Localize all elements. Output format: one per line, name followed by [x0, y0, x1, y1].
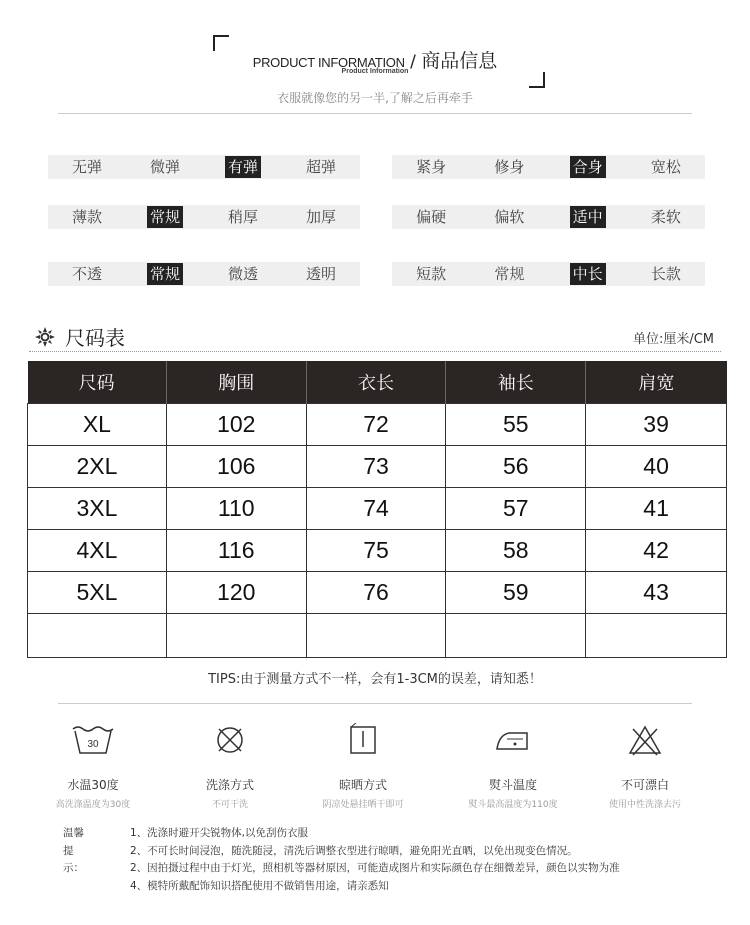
attribute-option-label: 薄款 — [71, 208, 102, 226]
size-table-row — [28, 445, 727, 487]
size-table-cell: 120 — [166, 571, 306, 613]
size-table-cell: 102 — [166, 403, 306, 445]
attribute-row-right — [392, 205, 705, 229]
note-item: 1、洗涤时避开尖锐物体,以免刮伤衣服 — [130, 827, 309, 839]
tips-text: TIPS:由于测量方式不一样，会有1-3CM的误差，请知悉！ — [208, 672, 542, 687]
size-table-cell: 106 — [166, 445, 306, 487]
header-cell-chest: 胸围 — [166, 361, 306, 403]
size-table-header-row — [28, 361, 727, 403]
attribute-option-label: 修身 — [494, 158, 525, 176]
wash-temp-mark: 30 — [87, 739, 99, 750]
no-bleach-icon — [570, 718, 720, 762]
header-title-en: PRODUCT INFORMATION — [252, 55, 405, 70]
care-title: 洗涤方式 — [205, 778, 254, 792]
size-table-cell: 41 — [586, 487, 727, 529]
attribute-option-label: 无弹 — [71, 158, 102, 176]
unit-label: 单位:厘米/CM — [632, 332, 714, 347]
attribute-option — [204, 205, 282, 229]
size-table-cell: 110 — [166, 487, 306, 529]
size-table-cell: 4XL — [28, 529, 167, 571]
attribute-option-selected — [549, 155, 627, 179]
attribute-option-label: 不透 — [71, 265, 102, 283]
size-table-cell: 42 — [586, 529, 727, 571]
attribute-option-label: 中长 — [570, 263, 606, 285]
header-cell-size: 尺码 — [28, 361, 167, 403]
attribute-option-label: 长款 — [650, 265, 681, 283]
size-table-cell: 57 — [446, 487, 586, 529]
attribute-option — [627, 155, 705, 179]
size-chart-heading — [35, 322, 125, 351]
size-table-cell: 43 — [586, 571, 727, 613]
attribute-option-label: 常规 — [494, 265, 525, 283]
attribute-option — [627, 205, 705, 229]
divider — [58, 113, 692, 114]
size-table-row — [28, 529, 727, 571]
size-table-cell: 2XL — [28, 445, 167, 487]
attribute-option — [392, 262, 470, 286]
care-subtitle: 阴凉处悬挂晒干即可 — [322, 800, 404, 810]
iron-icon — [438, 718, 588, 762]
note-item: 2、不可长时间浸泡，随洗随浸，清洗后调整衣型进行晾晒，避免阳光直晒，以免出现变色情况。 — [130, 844, 578, 857]
attribute-option — [470, 155, 548, 179]
care-subtitle: 高洗涤温度为30度 — [55, 800, 131, 810]
attribute-option — [48, 262, 126, 286]
size-table-cell — [306, 613, 446, 657]
attribute-option-label: 常规 — [147, 206, 183, 228]
size-table-cell: 56 — [446, 445, 586, 487]
notes-label: 温馨提示： — [63, 827, 84, 874]
size-table-cell: XL — [28, 403, 167, 445]
attribute-option-label: 紧身 — [416, 158, 447, 176]
attribute-option-label: 偏软 — [494, 208, 525, 226]
size-table — [27, 361, 727, 658]
size-table-row — [28, 613, 727, 657]
note-item: 2、因拍摄过程中由于灯光，照相机等器材原因，可能造成图片和实际颜色存在细微差异，颜色以实物为准 — [130, 862, 620, 874]
attribute-row-left — [48, 155, 360, 179]
care-item-wash-temp — [18, 718, 168, 810]
size-table-cell: 73 — [306, 445, 446, 487]
attribute-option — [470, 205, 548, 229]
attribute-option-label: 透明 — [305, 265, 336, 283]
divider — [58, 703, 692, 704]
sun-icon — [35, 327, 55, 347]
header-cell-length: 衣长 — [306, 361, 446, 403]
attribute-option-label: 偏硬 — [416, 208, 447, 226]
attribute-option — [627, 262, 705, 286]
attribute-option — [126, 155, 204, 179]
attribute-option-selected — [126, 262, 204, 286]
care-item-bleach — [570, 718, 720, 810]
attribute-option-label: 常规 — [147, 263, 183, 285]
attribute-option — [392, 205, 470, 229]
attribute-option-selected — [549, 262, 627, 286]
size-table-cell: 116 — [166, 529, 306, 571]
attribute-option-label: 合身 — [570, 156, 606, 178]
care-item-wash-method — [155, 718, 305, 810]
care-item-drying — [288, 718, 438, 810]
size-table-cell: 40 — [586, 445, 727, 487]
size-table-cell: 59 — [446, 571, 586, 613]
attribute-row-right — [392, 155, 705, 179]
size-table-cell: 55 — [446, 403, 586, 445]
size-table-cell — [166, 613, 306, 657]
header-subtitle: Product Information — [341, 68, 409, 75]
attribute-option — [470, 262, 548, 286]
note-item: 4、模特所戴配饰知识搭配使用不做销售用途，请亲悉知 — [130, 879, 389, 892]
attribute-option-label: 稍厚 — [227, 208, 258, 226]
attribute-option-label: 微透 — [227, 265, 258, 283]
attribute-row-right — [392, 262, 705, 286]
size-table-cell: 3XL — [28, 487, 167, 529]
care-title: 不可漂白 — [620, 778, 669, 792]
size-table-cell — [446, 613, 586, 657]
care-title: 水温30度 — [67, 778, 119, 792]
wash-30-icon — [18, 718, 168, 762]
attribute-option — [282, 205, 360, 229]
attribute-option — [282, 262, 360, 286]
header-title-sep: / — [410, 52, 416, 72]
attribute-option-label: 有弹 — [225, 156, 261, 178]
care-subtitle: 使用中性洗涤去污 — [608, 800, 681, 810]
size-table-row — [28, 487, 727, 529]
size-table-cell: 76 — [306, 571, 446, 613]
size-table-cell: 75 — [306, 529, 446, 571]
care-subtitle: 熨斗最高温度为110度 — [468, 800, 558, 810]
no-dry-clean-icon — [155, 718, 305, 762]
attribute-option-selected — [204, 155, 282, 179]
size-table-cell: 58 — [446, 529, 586, 571]
attribute-option-label: 微弹 — [149, 158, 180, 176]
attribute-option — [48, 155, 126, 179]
care-title: 熨斗温度 — [488, 778, 537, 792]
size-table-cell: 74 — [306, 487, 446, 529]
attribute-row-left — [48, 205, 360, 229]
header-title-cn: 商品信息 — [421, 50, 498, 72]
attribute-option-label: 适中 — [570, 206, 606, 228]
attribute-option — [282, 155, 360, 179]
care-subtitle: 不可干洗 — [211, 800, 248, 810]
care-item-ironing — [438, 718, 588, 810]
size-table-cell: 5XL — [28, 571, 167, 613]
attribute-option-label: 超弹 — [305, 158, 336, 176]
attribute-option-label: 加厚 — [305, 208, 336, 226]
size-table-cell: 39 — [586, 403, 727, 445]
header-cell-sleeve: 袖长 — [446, 361, 586, 403]
notes-list — [130, 825, 620, 895]
header-slogan: 衣服就像您的另一半,了解之后再牵手 — [277, 91, 473, 105]
size-table-row — [28, 571, 727, 613]
care-title: 晾晒方式 — [338, 778, 387, 792]
attribute-option-label: 短款 — [416, 265, 447, 283]
size-table-cell: 72 — [306, 403, 446, 445]
attribute-option-selected — [549, 205, 627, 229]
attribute-row-left — [48, 262, 360, 286]
dotted-divider — [29, 351, 721, 352]
attribute-option-selected — [126, 205, 204, 229]
attribute-option — [204, 262, 282, 286]
size-table-cell — [28, 613, 167, 657]
attribute-option — [392, 155, 470, 179]
size-chart-title: 尺码表 — [65, 326, 125, 350]
size-table-cell — [586, 613, 727, 657]
attribute-option-label: 宽松 — [650, 158, 681, 176]
size-table-row — [28, 403, 727, 445]
attribute-option-label: 柔软 — [650, 208, 681, 226]
header-cell-shoulder: 肩宽 — [586, 361, 727, 403]
attribute-option — [48, 205, 126, 229]
hang-dry-icon — [288, 718, 438, 762]
